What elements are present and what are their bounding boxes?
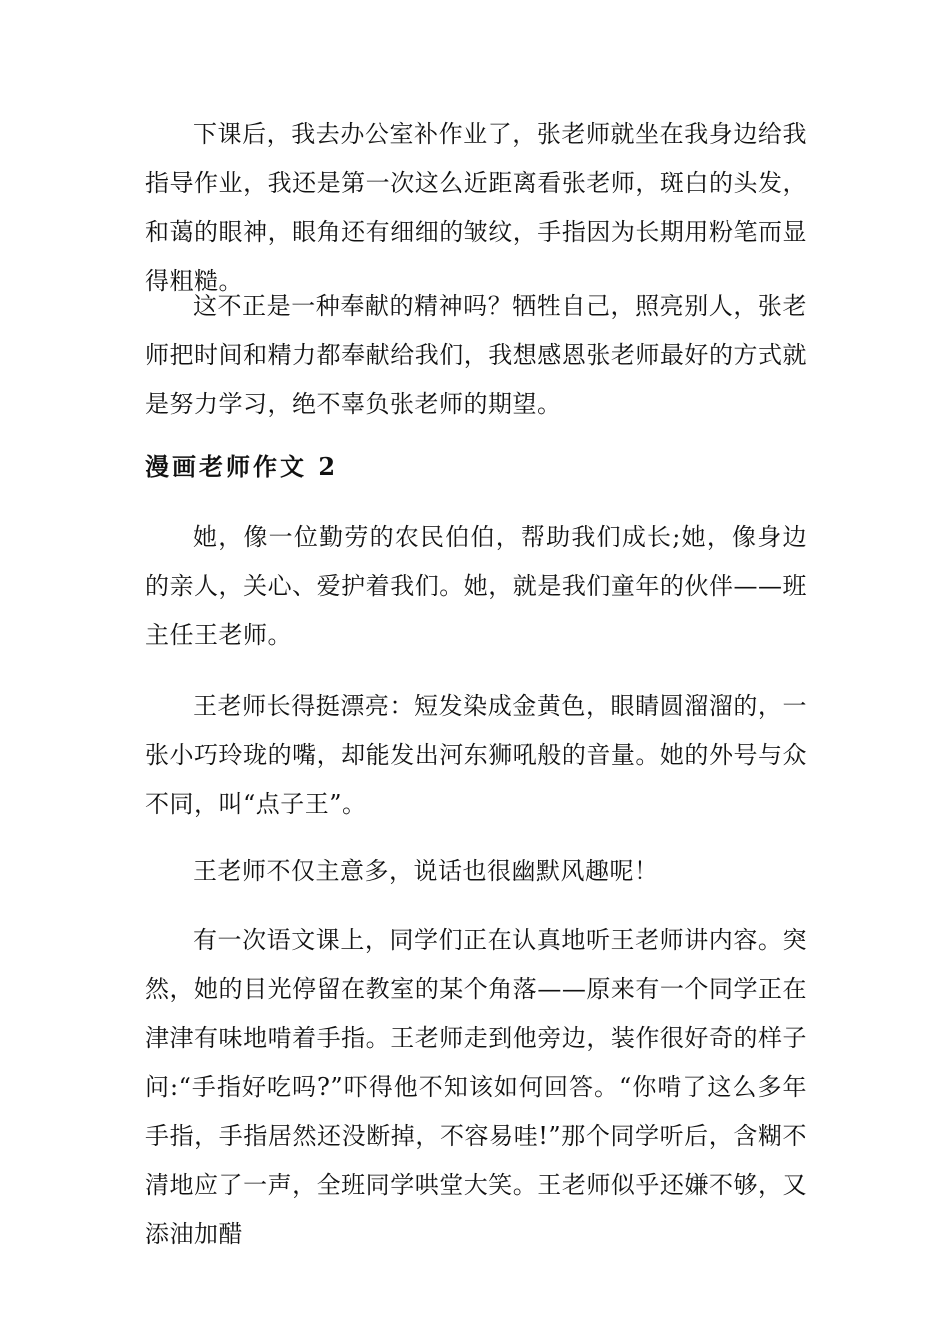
paragraph: 这不正是一种奉献的精神吗？牺牲自己，照亮别人，张老师把时间和精力都奉献给我们，我想感恩张老师最好的方式就是努力学习，绝不辜负张老师的期望。 <box>145 292 807 418</box>
paragraph: 她，像一位勤劳的农民伯伯，帮助我们成长;她，像身边的亲人，关心、爱护着我们。她，就是我们童年的伙伴——班主任王老师。 <box>145 523 807 649</box>
paragraph: 王老师长得挺漂亮：短发染成金黄色，眼睛圆溜溜的，一张小巧玲珑的嘴，却能发出河东狮吼般的音量。她的外号与众不同，叫“点子王”。 <box>145 692 807 818</box>
paragraph: 有一次语文课上，同学们正在认真地听王老师讲内容。突然，她的目光停留在教室的某个角落——原来有一个同学正在津津有味地啃着手指。王老师走到他旁边，装作很好奇的样子问:“手指好吃吗?”吓得他不知该如何回答。“你啃了这么多年手指，手指居然还没断掉，不容易哇!”那个同学听后，含糊不清地应了一声，全班同学哄堂大笑。王老师似乎还嫌不够，又添油加醋 <box>145 926 807 1248</box>
paragraph: 下课后，我去办公室补作业了，张老师就坐在我身边给我指导作业，我还是第一次这么近距离看张老师，斑白的头发，和蔼的眼神，眼角还有细细的皱纹，手指因为长期用粉笔而显得粗糙。 <box>145 120 807 295</box>
paragraph: 王老师不仅主意多，说话也很幽默风趣呢！ <box>193 857 659 885</box>
section-title: 漫画老师作文 2 <box>145 452 339 481</box>
